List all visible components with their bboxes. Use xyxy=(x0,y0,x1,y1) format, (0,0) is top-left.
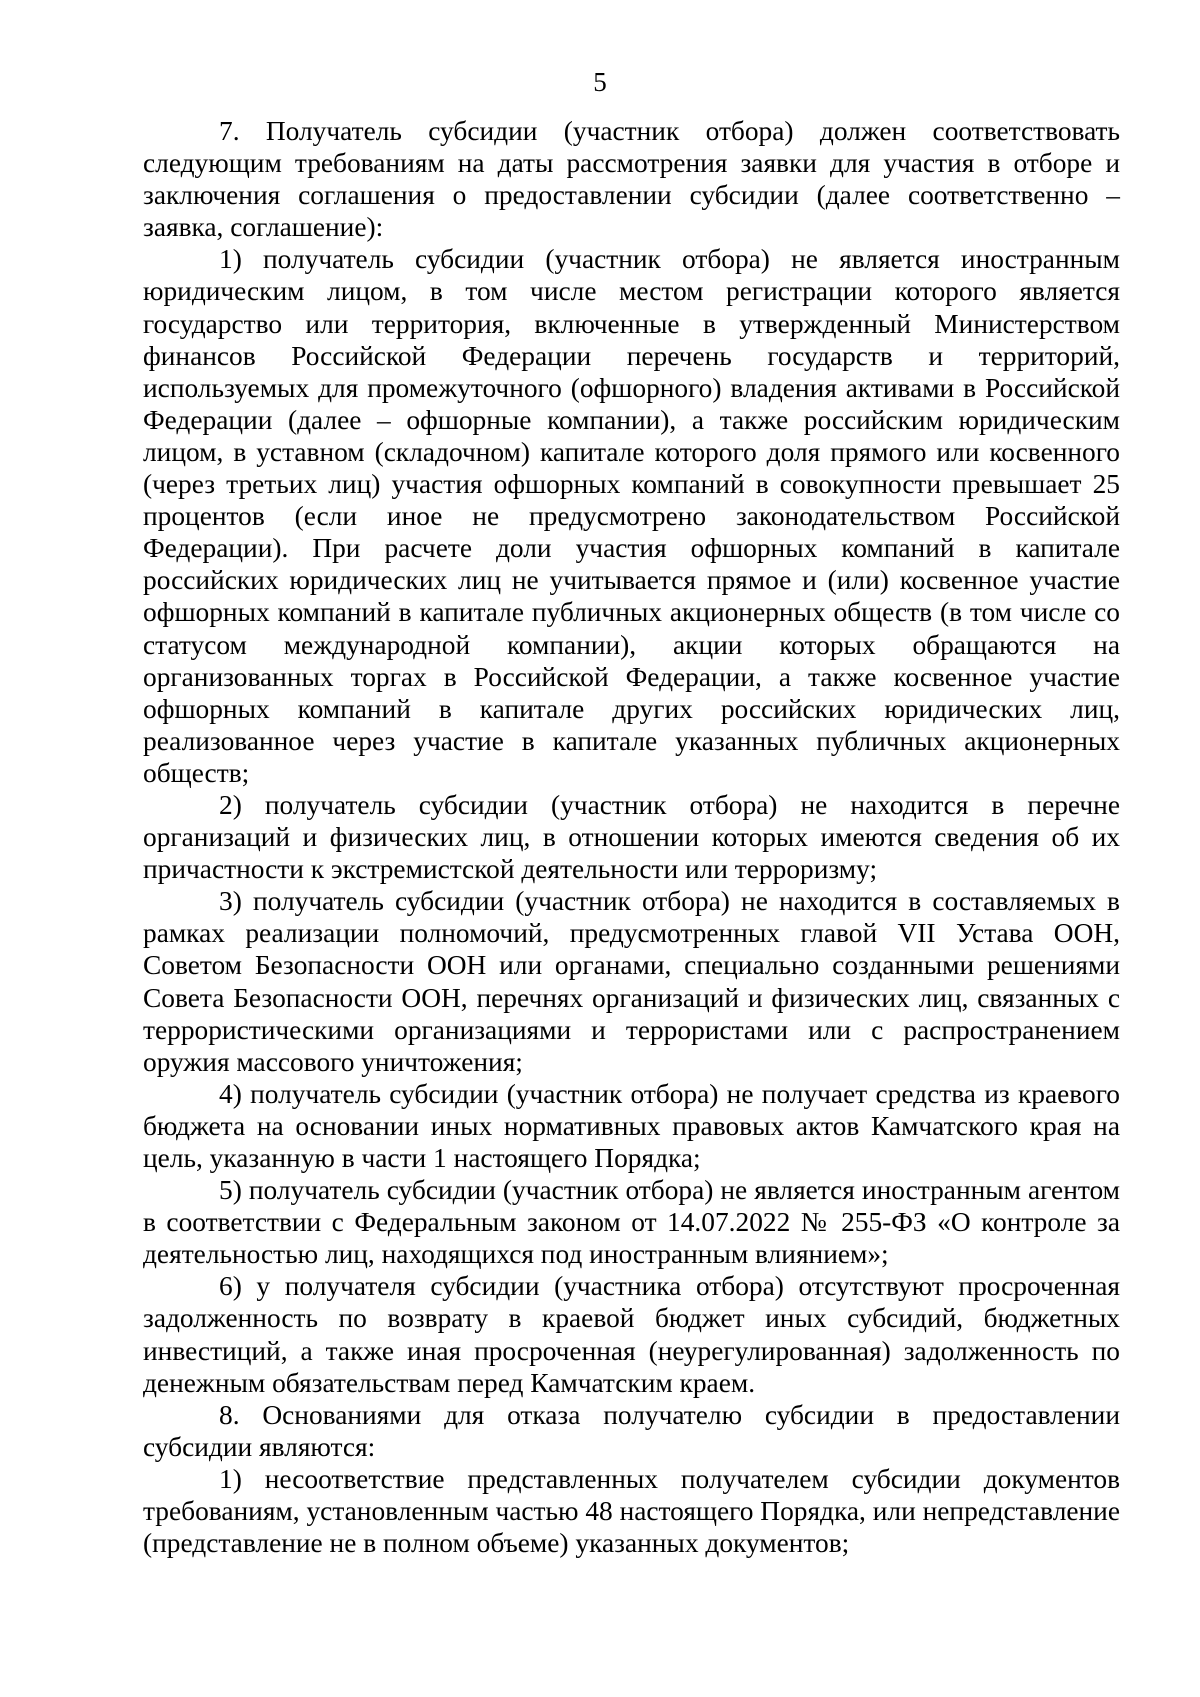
paragraph-7-item-2: 2) получатель субсидии (участник отбора) не находится в перечне организаций и физических лиц, в отношении которых имеются сведения об их причастности к экстремистской деятельности или терроризму; xyxy=(143,789,1120,885)
paragraph-7-item-5: 5) получатель субсидии (участник отбора) не является иностранным агентом в соответствии с Федеральным законом от 14.07.2022 № 255-ФЗ «О контроле за деятельностью лиц, находящихся под иностранным влиянием»; xyxy=(143,1175,1120,1270)
paragraph-8-item-1: 1) несоответствие представленных получателем субсидии документов требованиям, установленным частью 48 настоящего Порядка, или непредставление (представление не в полном объеме) указанных документов; xyxy=(143,1463,1120,1559)
paragraph-8-refusal-grounds: 8. Основаниями для отказа получателю субсидии в предоставлении субсидии являются: xyxy=(143,1399,1120,1462)
paragraph-7-item-6: 6) у получателя субсидии (участника отбора) отсутствуют просроченная задолженность по возврату в краевой бюджет иных субсидий, бюджетных инвестиций, а также иная просроченная (неурегулированная) задолженность по денежным обязательствам перед Камчатским краем. xyxy=(143,1271,1120,1398)
page-number: 5 xyxy=(593,67,607,97)
paragraph-7-item-4: 4) получатель субсидии (участник отбора) не получает средства из краевого бюджета на основании иных нормативных правовых актов Камчатского края на цель, указанную в части 1 настоящего Порядка; xyxy=(143,1078,1120,1173)
paragraph-7-item-1: 1) получатель субсидии (участник отбора) не является иностранным юридическим лицом, в том числе местом регистрации которого является государство или территория, включенные в утвержденный Министерством финансов Российской Федерации перечень государств и территорий, используемых для промежуточного (офшорного) владения активами в Российской Федерации (далее – офшорные компании), а также российским юридическим лицом, в уставном (складочном) капитале которого доля прямого или косвенного (через третьих лиц) участия офшорных компаний в совокупности превышает 25 процентов (если иное не предусмотрено законодательством Российской Федерации). При расчете доли участия офшорных компаний в капитале российских юридических лиц не учитывается прямое и (или) косвенное участие офшорных компаний в капитале публичных акционерных обществ (в том числе со статусом международной компании), акции которых обращаются на организованных торгах в Российской Федерации, а также косвенное участие офшорных компаний в капитале других российских юридических лиц, реализованное через участие в капитале указанных публичных акционерных обществ; xyxy=(143,244,1120,788)
document-body xyxy=(143,115,1120,1559)
paragraph-7-item-3: 3) получатель субсидии (участник отбора) не находится в составляемых в рамках реализации полномочий, предусмотренных главой VII Устава ООН, Советом Безопасности ООН или органами, специально созданными решениями Совета Безопасности ООН, перечнях организаций и физических лиц, связанных с террористическими организациями и террористами или с распространением оружия массового уничтожения; xyxy=(143,886,1120,1077)
paragraph-7-requirements: 7. Получатель субсидии (участник отбора) должен соответствовать следующим требованиям на даты рассмотрения заявки для участия в отборе и заключения соглашения о предоставлении субсидии (далее соответственно – заявка, соглашение): xyxy=(143,116,1120,243)
